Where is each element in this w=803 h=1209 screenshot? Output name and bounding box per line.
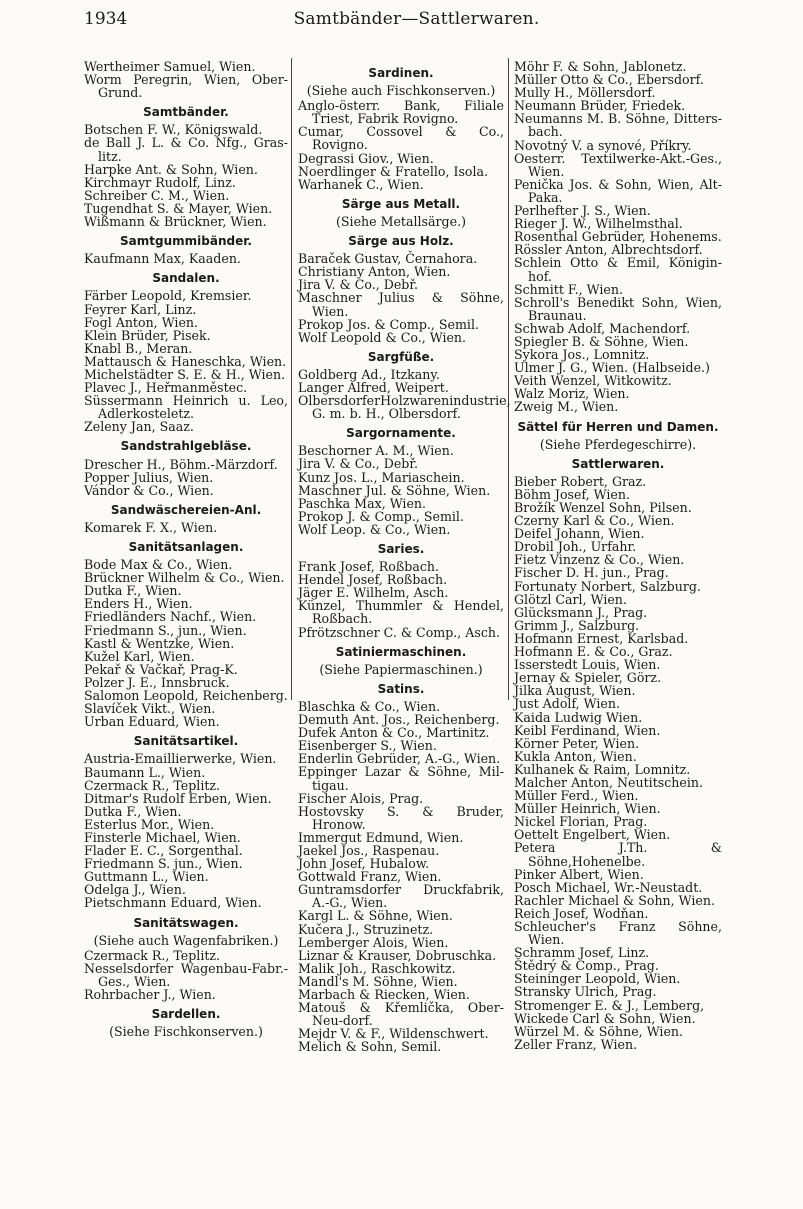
directory-entry: Sykora Jos., Lomnitz. [514, 347, 650, 363]
directory-entry: Michelstädter S. E. & H., Wien. [84, 366, 286, 382]
directory-entry: Cumar, Cossovel & Co., Rovigno. [298, 124, 504, 153]
directory-entry: Dutka F., Wien. [84, 583, 182, 599]
directory-entry: Kirchmayr Rudolf, Linz. [84, 174, 236, 190]
directory-entry: Enders H., Wien. [84, 596, 193, 612]
cross-reference: (Siehe Pferdegeschirre). [539, 436, 697, 452]
directory-entry: Paschka Max, Wien. [298, 495, 427, 511]
directory-entry: Oettelt Engelbert, Wien. [514, 827, 671, 843]
directory-entry: Fietz Vinzenz & Co., Wien. [514, 552, 685, 568]
section-heading: Saries. [377, 542, 425, 556]
directory-entry: Müller Ferd., Wien. [514, 788, 639, 804]
directory-entry: Rosenthal Gebrüder, Hohenems. [514, 229, 722, 245]
directory-entry: Nickel Florian, Prag. [514, 814, 648, 830]
directory-entry: Nesselsdorfer Wagenbau-Fabr.-Ges., Wien. [84, 960, 288, 989]
cross-reference: (Siehe auch Fischkonserven.) [306, 83, 496, 99]
directory-entry: Guntramsdorfer Druckfabrik, A.-G., Wien. [298, 882, 504, 911]
directory-entry: Polzer J. E., Innsbruck. [84, 674, 230, 690]
directory-entry: Steininger Leopold, Wien. [514, 971, 681, 987]
directory-entry: Prokop Jos. & Comp., Semil. [298, 316, 479, 332]
page-title: Samtbänder—Sattlerwaren. [293, 9, 540, 29]
directory-entry: Rössler Anton, Albrechtsdorf. [514, 242, 703, 258]
directory-entry: Kaufmann Max, Kaaden. [84, 251, 241, 267]
directory-entry: Novotný V. a synové, Příkry. [514, 137, 692, 153]
section-heading: Samtgummibänder. [120, 234, 252, 249]
directory-entry: Schreiber C. M., Wien. [84, 187, 230, 203]
directory-entry: Finsterle Michael, Wien. [84, 829, 241, 845]
section-heading: Sättel für Herren und Damen. [517, 419, 719, 434]
directory-entry: Warhanek C., Wien. [298, 176, 424, 192]
directory-entry: Eppinger Lazar & Söhne, Mil-tigau. [298, 764, 504, 793]
section-heading: Sandwäschereien-Anl. [110, 502, 262, 517]
directory-entry: Liznar & Krauser, Dobruschka. [298, 947, 497, 963]
directory-entry: Penička Jos. & Sohn, Wien, Alt-Paka. [514, 176, 722, 205]
directory-entry: Goldberg Ad., Itzkany. [298, 366, 440, 382]
directory-entry: Salomon Leopold, Reichenberg. [84, 688, 288, 704]
directory-entry: Fischer Alois, Prag. [298, 790, 424, 806]
directory-entry: Vándor & Co., Wien. [84, 482, 214, 498]
directory-entry: Jäger E. Wilhelm, Asch. [298, 585, 449, 601]
directory-entry: Baraček Gustav, Černahora. [298, 251, 478, 267]
directory-entry: Pekař & Vačkař, Prag-K. [84, 661, 238, 677]
directory-entry: Friedmann S., jun., Wien. [84, 622, 247, 638]
directory-entry: Kučera J., Struzinetz. [298, 921, 434, 937]
directory-entry: Lemberger Alois, Wien. [298, 934, 449, 950]
column-divider [508, 58, 509, 700]
directory-entry: Kaida Ludwig Wien. [514, 709, 643, 725]
directory-entry: Schwab Adolf, Machendorf. [514, 320, 691, 336]
directory-entry: Schramm Josef, Linz. [514, 945, 650, 961]
directory-entry: Komarek F. X., Wien. [84, 519, 218, 535]
directory-entry: Jira V. & Co., Debř. [298, 277, 418, 293]
column-1 [84, 60, 288, 1040]
directory-entry: Veith Wenzel, Witkowitz. [514, 373, 672, 389]
directory-entry: Popper Julius, Wien. [84, 469, 214, 485]
directory-entry: Hofmann E. & Co., Graz. [514, 644, 673, 660]
directory-entry: Langer Alfred, Weipert. [298, 379, 449, 395]
directory-entry: Guttmann L., Wien. [84, 869, 209, 885]
directory-entry: Stransky Ulrich, Prag. [514, 984, 657, 1000]
section-heading: Sardinen. [368, 66, 434, 80]
directory-entry: Kunz Jos. L., Mariaschein. [298, 469, 465, 485]
directory-entry: Jilka August, Wien. [514, 683, 636, 699]
directory-entry: Odelga J., Wien. [84, 882, 186, 898]
directory-entry: Schlein Otto & Emil, Königin-hof. [514, 255, 722, 284]
directory-entry: Friedmann S. jun., Wien. [84, 856, 243, 872]
directory-entry: Wickede Carl & Sohn, Wien. [514, 1010, 696, 1026]
directory-entry: Wertheimer Samuel, Wien. [84, 59, 256, 74]
section-heading: Sanitätsanlagen. [128, 540, 244, 554]
column-3 [514, 60, 722, 1051]
directory-entry: Grimm J., Salzburg. [514, 617, 640, 633]
page-number: 1934 [84, 9, 128, 29]
directory-entry: Schroll's Benedikt Sohn, Wien, Braunau. [514, 294, 722, 323]
directory-entry: de Ball J. L. & Co. Nfg., Gras-litz. [84, 135, 288, 164]
directory-entry: Pinker Albert, Wien. [514, 866, 644, 882]
directory-entry: Christiany Anton, Wien. [298, 264, 451, 280]
directory-entry: Hostovsky S. & Bruder, Hronow. [298, 803, 504, 832]
directory-entry: Zeleny Jan, Saaz. [84, 419, 194, 435]
directory-entry: Neumann Brüder, Friedek. [514, 98, 686, 114]
directory-entry: Reich Josef, Wodňan. [514, 905, 649, 921]
directory-entry: Posch Michael, Wr.-Neustadt. [514, 879, 703, 895]
directory-entry: Kulhanek & Raim, Lomnitz. [514, 761, 691, 777]
directory-entry: Immergut Edmund, Wien. [298, 829, 464, 845]
directory-entry: Wißmann & Brückner, Wien. [84, 214, 267, 230]
directory-entry: Anglo-österr. Bank, Filiale Triest, Fabrik Rovigno. [298, 98, 504, 127]
directory-entry: Blaschka & Co., Wien. [298, 698, 441, 714]
directory-entry: Fischer D. H. jun., Prag. [514, 565, 669, 581]
directory-entry: Enderlin Gebrüder, A.-G., Wien. [298, 751, 501, 767]
directory-entry: Mattausch & Haneschka, Wien. [84, 353, 287, 369]
directory-entry: Pfrötzschner C. & Comp., Asch. [298, 624, 501, 640]
directory-entry: Pietschmann Eduard, Wien. [84, 895, 262, 911]
directory-entry: Schleucher's Franz Söhne, Wien. [514, 919, 722, 948]
directory-entry: Glücksmann J., Prag. [514, 604, 648, 620]
cross-reference: (Siehe Metallsärge.) [336, 213, 466, 229]
directory-entry: Deifel Johann, Wien. [514, 526, 645, 542]
directory-entry: Kužel Karl, Wien. [84, 648, 195, 664]
directory-entry: Eisenberger S., Wien. [298, 738, 437, 754]
directory-entry: Maschner Julius & Söhne, Wien. [298, 290, 504, 319]
directory-entry: Zeller Franz, Wien. [514, 1036, 638, 1052]
directory-entry: Rachler Michael & Sohn, Wien. [514, 892, 715, 908]
directory-entry: Rohrbacher J., Wien. [84, 987, 216, 1002]
directory-entry: Hendel Josef, Roßbach. [298, 572, 448, 588]
directory-entry: Malcher Anton, Neutitschein. [514, 774, 703, 790]
directory-entry: Prokop J. & Comp., Semil. [298, 508, 464, 524]
directory-entry: Friedländers Nachf., Wien. [84, 609, 257, 625]
column-2 [298, 60, 511, 1055]
directory-entry: Demuth Ant. Jos., Reichenberg. [298, 712, 500, 728]
directory-entry: Glötzl Carl, Wien. [514, 591, 627, 607]
directory-entry: Ditmar's Rudolf Erben, Wien. [84, 790, 272, 806]
directory-entry: Kastl & Wentzke, Wien. [84, 635, 235, 651]
directory-entry: Degrassi Giov., Wien. [298, 150, 434, 166]
directory-entry: Müller Heinrich, Wien. [514, 801, 661, 817]
cross-reference: (Siehe Fischkonserven.) [109, 1024, 263, 1040]
directory-entry: Färber Leopold, Kremsier. [84, 288, 252, 304]
directory-entry: Mully H., Möllersdorf. [514, 85, 656, 101]
directory-entry: Spiegler B. & Söhne, Wien. [514, 333, 689, 349]
section-heading: Sanitätsartikel. [133, 734, 239, 749]
directory-entry: Baumann L., Wien. [84, 764, 206, 780]
directory-entry: Wolf Leop. & Co., Wien. [298, 521, 451, 537]
directory-entry: Tugendhat S. & Mayer, Wien. [84, 200, 273, 216]
directory-entry: Mejdr V. & F., Wildenschwert. [298, 1026, 489, 1042]
directory-entry: Knabl B., Meran. [84, 340, 193, 356]
column-divider [291, 58, 292, 700]
directory-entry: Schmitt F., Wien. [514, 281, 623, 297]
directory-entry: Štědrý & Comp., Prag. [514, 958, 659, 974]
directory-entry: Böhm Josef, Wien. [514, 486, 630, 502]
directory-entry: Drobil Joh., Urfahr. [514, 539, 637, 555]
directory-entry: Czermack R., Teplitz. [84, 947, 221, 963]
directory-entry: Jaekel Jos., Raspenau. [298, 842, 440, 858]
directory-entry: Feyrer Karl, Linz. [84, 301, 197, 317]
section-heading: Särge aus Metall. [341, 196, 461, 211]
cross-reference: (Siehe auch Wagenfabriken.) [93, 932, 279, 948]
directory-entry: Dutka F., Wien. [84, 803, 182, 819]
directory-entry: Würzel M. & Söhne, Wien. [514, 1023, 684, 1039]
directory-entry: Bode Max & Co., Wien. [84, 557, 233, 573]
directory-entry: Walz Moriz, Wien. [514, 386, 630, 402]
section-heading: Sargornamente. [346, 426, 456, 441]
section-heading: Sandalen. [152, 271, 220, 286]
directory-entry: Melich & Sohn, Semil. [298, 1039, 442, 1055]
directory-entry: Körner Peter, Wien. [514, 735, 640, 751]
directory-entry: Harpke Ant. & Sohn, Wien. [84, 161, 258, 177]
directory-entry: Klein Brüder, Pisek. [84, 327, 211, 343]
directory-entry: Brückner Wilhelm & Co., Wien. [84, 570, 285, 586]
directory-entry: Malik Joh., Raschkowitz. [298, 960, 456, 976]
section-heading: Sargfüße. [367, 349, 435, 364]
section-heading: Särge aus Holz. [348, 234, 454, 249]
cross-reference: (Siehe Papiermaschinen.) [319, 661, 483, 677]
directory-entry: Keibl Ferdinand, Wien. [514, 722, 661, 738]
directory-entry: Just Adolf, Wien. [514, 696, 620, 712]
directory-entry: Bieber Robert, Graz. [514, 473, 647, 489]
directory-entry: Czermack R., Teplitz. [84, 777, 221, 793]
directory-entry: Botschen F. W., Königswald. [84, 122, 263, 138]
section-heading: Sandstrahlgebläse. [120, 439, 252, 454]
directory-entry: Esterlus Mor., Wien. [84, 816, 215, 832]
directory-entry: Stromenger E. & J., Lemberg, [514, 997, 705, 1013]
directory-entry: Isserstedt Louis, Wien. [514, 657, 661, 673]
directory-entry: OlbersdorferHolzwarenindustrie, G. m. b. H., Olbersdorf. [298, 393, 511, 422]
section-heading: Sattlerwaren. [571, 456, 665, 471]
directory-entry: Frank Josef, Roßbach. [298, 559, 439, 575]
directory-entry: Müller Otto & Co., Ebersdorf. [514, 72, 704, 88]
directory-entry: Süssermann Heinrich u. Leo, Adlerkosteletz. [84, 393, 288, 422]
directory-entry: Künzel, Thummler & Hendel, Roßbach. [298, 598, 504, 627]
directory-entry: Brožík Wenzel Sohn, Pilsen. [514, 500, 692, 515]
directory-entry: Jira V. & Co., Debř. [298, 456, 418, 472]
directory-entry: Kargl L. & Söhne, Wien. [298, 908, 453, 924]
directory-entry: Drescher H., Böhm.-Märzdorf. [84, 456, 278, 472]
directory-entry: Fogl Anton, Wien. [84, 314, 199, 330]
directory-entry: Petera J.Th. & Söhne,Hohenelbe. [514, 840, 722, 869]
directory-entry: Flader E. C., Sorgenthal. [84, 843, 243, 859]
directory-entry: Gottwald Franz, Wien. [298, 869, 442, 885]
directory-entry: Beschorner A. M., Wien. [298, 443, 454, 459]
directory-entry: Wolf Leopold & Co., Wien. [298, 329, 467, 345]
directory-entry: Austria-Emaillierwerke, Wien. [84, 751, 277, 767]
section-heading: Sanitätswagen. [133, 915, 239, 930]
directory-entry: Kukla Anton, Wien. [514, 748, 637, 764]
directory-entry: Dufek Anton & Co., Martinitz. [298, 725, 490, 741]
directory-entry: Oesterr. Textilwerke-Akt.-Ges., Wien. [514, 150, 722, 179]
section-heading: Samtbänder. [143, 105, 229, 120]
directory-entry: Mandl's M. Söhne, Wien. [298, 973, 458, 989]
directory-entry: Marbach & Riecken, Wien. [298, 987, 470, 1002]
directory-entry: Zweig M., Wien. [514, 399, 619, 415]
directory-entry: Matouš & Křemlička, Ober-Neu-dorf. [298, 1000, 504, 1029]
section-heading: Satiniermaschinen. [335, 644, 467, 659]
directory-entry: Ulmer J. G., Wien. (Halbseide.) [514, 360, 710, 376]
section-heading: Sardellen. [151, 1007, 221, 1022]
directory-entry: Noerdlinger & Fratello, Isola. [298, 163, 489, 179]
directory-entry: Urban Eduard, Wien. [84, 714, 220, 730]
directory-entry: Hofmann Ernest, Karlsbad. [514, 630, 689, 646]
directory-entry: Fortunaty Norbert, Salzburg. [514, 578, 701, 594]
directory-entry: Slavíček Vikt., Wien. [84, 701, 216, 717]
directory-entry: Möhr F. & Sohn, Jablonetz. [514, 59, 687, 74]
section-heading: Satins. [377, 681, 425, 696]
directory-entry: Plavec J., Heřmanměstec. [84, 380, 248, 396]
directory-entry: Maschner Jul. & Söhne, Wien. [298, 482, 491, 498]
directory-entry: Jernay & Spieler, Görz. [514, 670, 662, 686]
directory-entry: Czerny Karl & Co., Wien. [514, 513, 675, 529]
directory-entry: Neumanns M. B. Söhne, Ditters-bach. [514, 111, 722, 140]
directory-entry: Rieger J. W., Wilhelmsthal. [514, 216, 683, 232]
directory-entry: Worm Peregrin, Wien, Ober-Grund. [84, 72, 288, 101]
directory-entry: John Josef, Hubalow. [298, 856, 430, 872]
directory-entry: Perlhefter J. S., Wien. [514, 203, 651, 219]
